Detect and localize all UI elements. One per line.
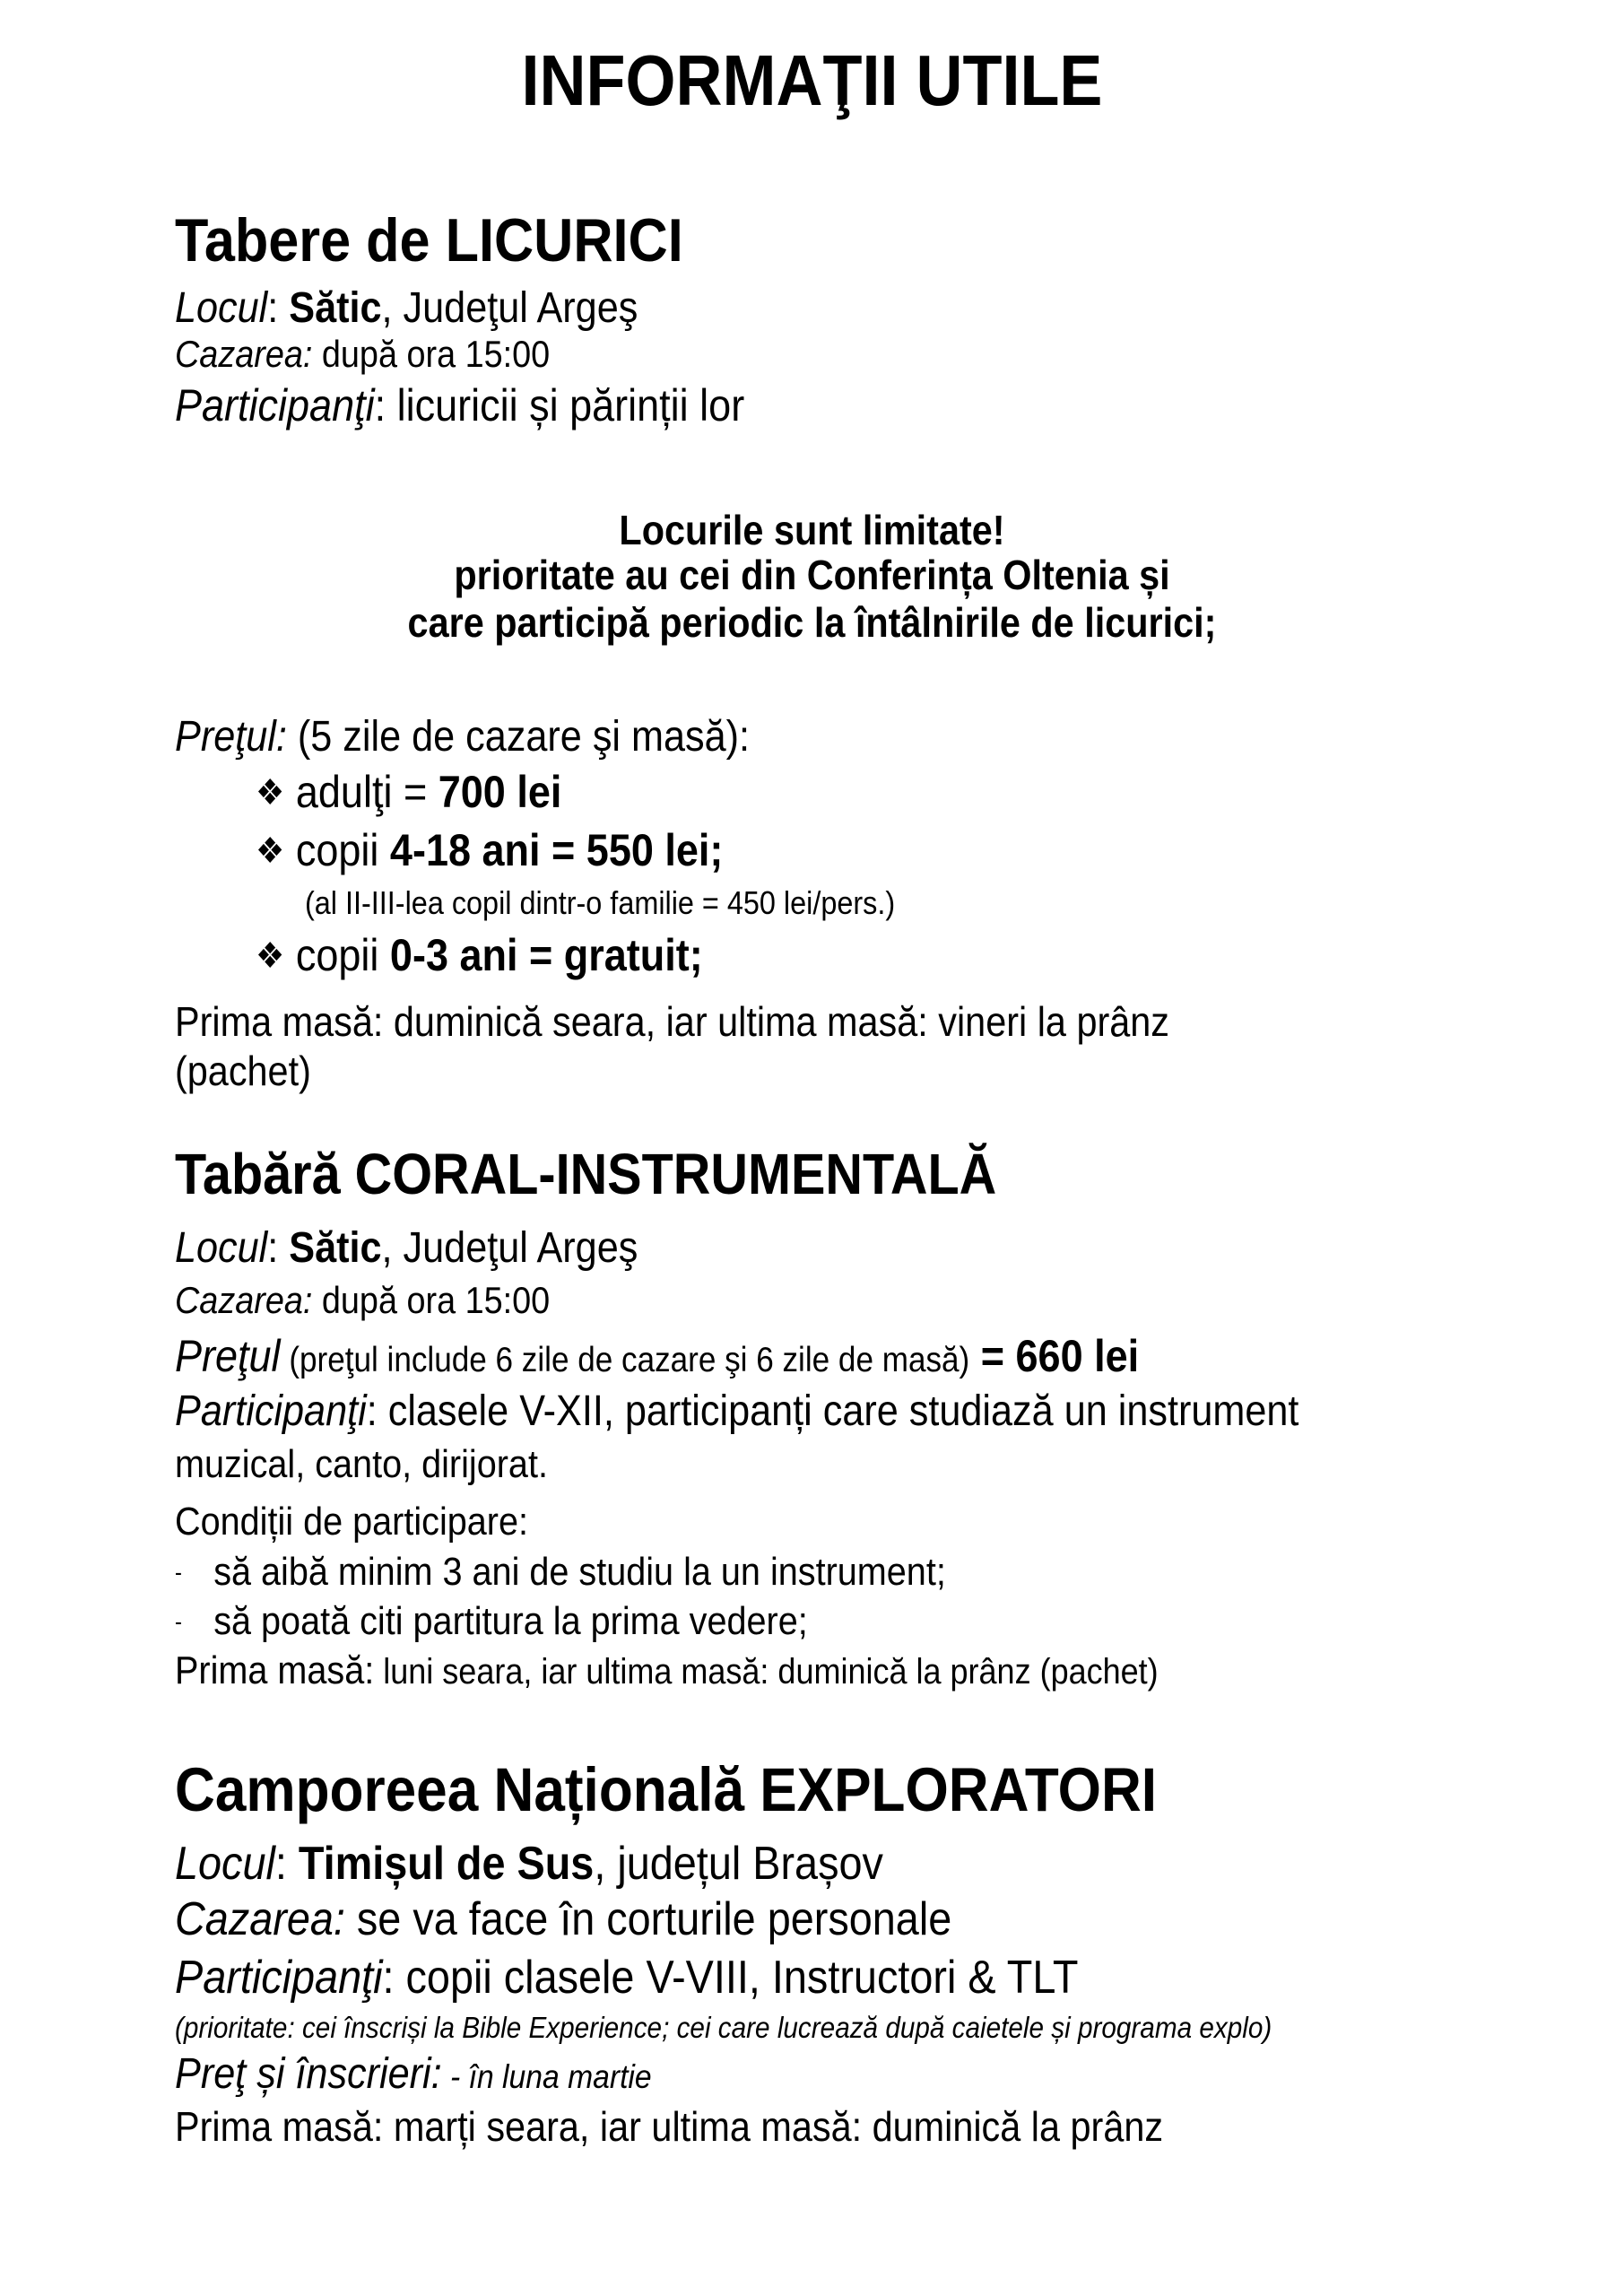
explo-accommodation bbox=[175, 1893, 952, 1945]
location-region: , Judeţul Argeş bbox=[381, 284, 638, 332]
price-value: 660 lei bbox=[1015, 1331, 1140, 1381]
location-place: Sătic bbox=[289, 1224, 382, 1272]
price-item-value: 4-18 ani = 550 lei; bbox=[389, 825, 724, 875]
explo-price-registration bbox=[175, 2050, 652, 2098]
accommodation-value: după ora 15:00 bbox=[312, 1279, 551, 1321]
price-description: (5 zile de cazare şi masă): bbox=[286, 713, 751, 761]
licurici-meals: Prima masă: duminică seara, iar ultima masă: vineri la prânz bbox=[175, 998, 1170, 1045]
diamond-bullet-icon: ❖ bbox=[256, 772, 285, 813]
price-item-prefix: adulţi = bbox=[295, 767, 439, 817]
location-label: Locul bbox=[175, 284, 268, 332]
condition-text: să poată citi partitura la prima vedere; bbox=[213, 1599, 808, 1643]
accommodation-value: se va face în corturile personale bbox=[344, 1893, 952, 1945]
location-label: Locul bbox=[175, 1224, 268, 1272]
notice-line: care participă periodic la întâlnirile de licurici; bbox=[407, 599, 1217, 646]
price-note: (preţul include 6 zile de cazare şi 6 zile de masă) bbox=[280, 1341, 970, 1379]
accommodation-value: după ora 15:00 bbox=[312, 333, 551, 375]
notice-line: Locurile sunt limitate! bbox=[619, 507, 1005, 553]
diamond-bullet-icon: ❖ bbox=[256, 831, 285, 871]
licurici-meals-continued: (pachet) bbox=[175, 1048, 311, 1094]
participants-value: : licuricii și părinții lor bbox=[374, 380, 745, 430]
accommodation-label: Cazarea: bbox=[175, 1893, 345, 1945]
price-item-prefix: copii bbox=[295, 825, 390, 875]
location-separator: : bbox=[267, 1224, 290, 1272]
location-region: , județul Brașov bbox=[594, 1838, 883, 1890]
price-item-value: 700 lei bbox=[438, 767, 562, 817]
participants-label: Participanţi bbox=[175, 380, 375, 430]
licurici-participants bbox=[175, 380, 745, 430]
participants-value: : copii clasele V-VIII, Instructori & TLT bbox=[382, 1952, 1079, 2004]
dash-bullet-icon: - bbox=[175, 1607, 182, 1635]
meals-value: luni seara, iar ultima masă: duminică la prânz (pachet) bbox=[374, 1652, 1159, 1692]
location-label: Locul bbox=[175, 1838, 275, 1890]
location-place: Timișul de Sus bbox=[298, 1838, 595, 1890]
location-separator: : bbox=[267, 284, 290, 332]
licurici-accommodation bbox=[175, 335, 550, 373]
dash-bullet-icon: - bbox=[175, 1558, 182, 1586]
section-heading-licurici: Tabere de LICURICI bbox=[175, 206, 683, 274]
meals-label: Prima masă: bbox=[175, 1648, 375, 1692]
price-label: Preţul: bbox=[175, 713, 287, 761]
explo-location bbox=[175, 1838, 883, 1890]
price-item-prefix: copii bbox=[295, 930, 390, 980]
coral-participants bbox=[175, 1387, 1299, 1435]
location-separator: : bbox=[274, 1838, 299, 1890]
price-item-value: 0-3 ani = gratuit; bbox=[389, 930, 703, 980]
price-item-adults bbox=[256, 767, 562, 817]
notice-line: prioritate au cei din Conferința Oltenia și bbox=[454, 552, 1170, 598]
condition-text: să aibă minim 3 ani de studiu la un instrument; bbox=[213, 1550, 946, 1594]
location-place: Sătic bbox=[289, 284, 382, 332]
location-region: , Judeţul Argeş bbox=[381, 1224, 638, 1272]
explo-meals: Prima masă: marți seara, iar ultima masă: duminică la prânz bbox=[175, 2103, 1164, 2150]
licurici-location bbox=[175, 284, 638, 332]
price-label: Preţul bbox=[175, 1331, 281, 1381]
coral-accommodation bbox=[175, 1279, 551, 1321]
explo-priority-note: (prioritate: cei înscriși la Bible Experience; cei care lucrează după caietele și programa explo) bbox=[175, 2011, 1272, 2044]
price-item-children-4-18 bbox=[256, 825, 724, 875]
section-heading-coral: Tabără CORAL-INSTRUMENTALĂ bbox=[175, 1142, 997, 1206]
accommodation-label: Cazarea: bbox=[175, 333, 313, 375]
diamond-bullet-icon: ❖ bbox=[256, 935, 285, 976]
coral-price bbox=[175, 1331, 1140, 1381]
sibling-discount-note: (al II-III-lea copil dintr-o familie = 450 lei/pers.) bbox=[305, 884, 896, 921]
conditions-label: Condiții de participare: bbox=[175, 1500, 529, 1544]
condition-item bbox=[175, 1599, 808, 1643]
price-label: Preţ și înscrieri: bbox=[175, 2050, 442, 2098]
price-item-children-0-3 bbox=[256, 930, 703, 980]
participants-value: : clasele V-XII, participanți care studiază un instrument bbox=[366, 1387, 1299, 1435]
coral-participants-continued: muzical, canto, dirijorat. bbox=[175, 1442, 548, 1486]
licurici-price bbox=[175, 713, 751, 761]
coral-meals bbox=[175, 1648, 1159, 1692]
condition-item bbox=[175, 1552, 946, 1592]
participants-label: Participanţi bbox=[175, 1387, 367, 1435]
price-value: - în luna martie bbox=[441, 2057, 652, 2095]
page-title: INFORMAŢII UTILE bbox=[521, 40, 1103, 120]
price-equals: = bbox=[969, 1331, 1016, 1381]
participants-label: Participanţi bbox=[175, 1952, 383, 2004]
section-heading-explo: Camporeea Națională EXPLORATORI bbox=[175, 1755, 1158, 1824]
coral-location bbox=[175, 1224, 638, 1272]
explo-participants bbox=[175, 1952, 1079, 2004]
accommodation-label: Cazarea: bbox=[175, 1279, 313, 1321]
